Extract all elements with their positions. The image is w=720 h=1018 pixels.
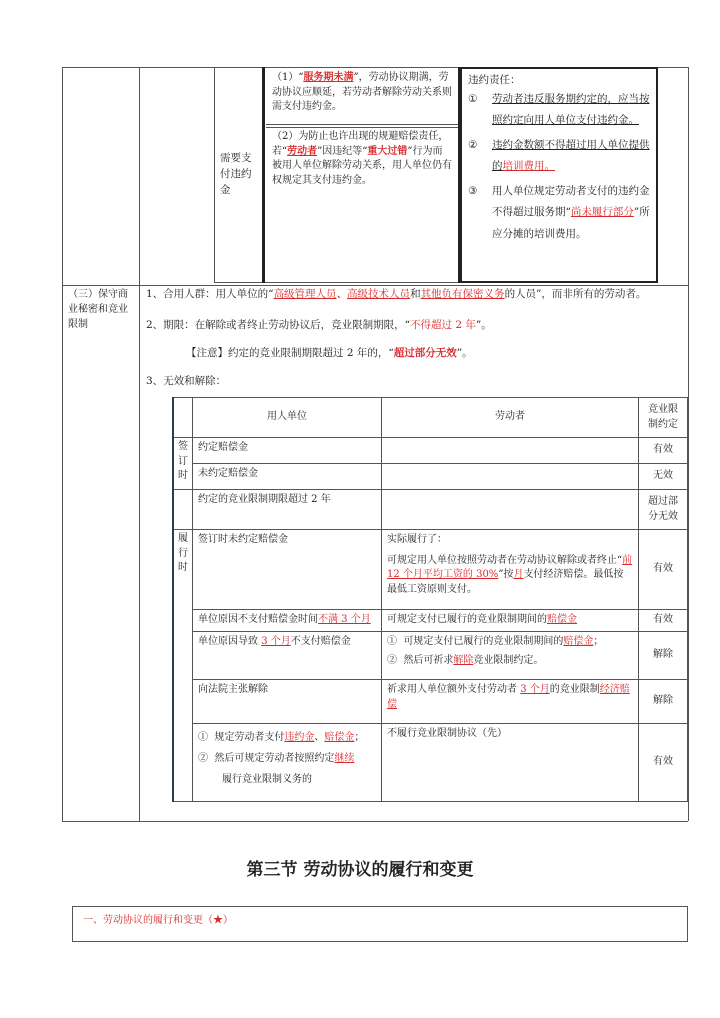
table-row <box>173 438 688 464</box>
liability-item: ③ 用人单位规定劳动者支付的违约金不得超过服务期“尚未履行部分”所应分摊的培训费用。 <box>468 184 650 240</box>
row-result: 解除 <box>639 680 688 724</box>
subsection-box: 一、劳动协议的履行和变更（★） <box>72 906 688 942</box>
outer-table-row-divider <box>62 285 688 286</box>
row-result: 超过部分无效 <box>639 490 688 530</box>
row-unit: 单位原因导致 3 个月不支付赔偿金 <box>193 632 382 680</box>
outer-table-right-border <box>688 67 689 821</box>
row-unit: 约定的竞业限制期限超过 2 年 <box>193 490 382 530</box>
penalty-label-text: 需要支付违约金 <box>220 152 252 196</box>
row-worker <box>382 464 639 490</box>
group-sign: 签订时 <box>173 438 193 490</box>
liability-column <box>460 67 658 283</box>
row-unit: 向法院主张解除 <box>193 680 382 724</box>
table-row <box>173 610 688 632</box>
table-row <box>173 724 688 802</box>
row-worker: 实际履行了： 可规定用人单位按照劳动者在劳动协议解除或者终止“前 12 个月平均工资的 30%”按月支付经济赔偿。最低按最低工资原则支付。 <box>382 530 639 610</box>
row-worker: ① 可规定支付已履行的竞业限制期间的赔偿金； ② 然后可祈求解除竞业限制约定。 <box>382 632 639 680</box>
row-unit: 约定赔偿金 <box>193 438 382 464</box>
table-row <box>173 632 688 680</box>
note-overrun: 【注意】约定的竞业限制期限超过 2 年的，“超过部分无效”。 <box>186 347 473 359</box>
section-label-noncompete: （三）保守商业秘密和竞业限制 <box>68 289 128 330</box>
row-worker <box>382 490 639 530</box>
group-performance: 履行时 <box>173 530 193 802</box>
outer-table-column-divider <box>139 67 140 821</box>
table-header-row <box>173 398 688 438</box>
header-unit: 用人单位 <box>193 398 382 438</box>
row-worker <box>382 438 639 464</box>
outer-table-bottom-border <box>62 821 688 822</box>
row-worker: 祈求用人单位额外支付劳动者 3 个月的竞业限制经济赔偿 <box>382 680 639 724</box>
row-unit: 签订时未约定赔偿金 <box>193 530 382 610</box>
row-unit: 未约定赔偿金 <box>193 464 382 490</box>
section-title: 第三节 劳动协议的履行和变更 <box>246 860 474 880</box>
row-result: 有效 <box>639 530 688 610</box>
row-worker: 不履行竞业限制协议（先） <box>382 724 639 802</box>
noncompete-table <box>172 397 688 802</box>
penalty-table-label <box>214 67 264 283</box>
table-row <box>173 530 688 610</box>
header-worker: 劳动者 <box>382 398 639 438</box>
table-row <box>173 680 688 724</box>
liability-title: 违约责任： <box>468 74 521 86</box>
row-result: 有效 <box>639 610 688 632</box>
row-result: 无效 <box>639 464 688 490</box>
paragraph-applicable-people: 1、合用人群：用人单位的“高级管理人员、高级技术人员和其他负有保密义务的人员”，而非所有的劳动者。 <box>146 288 647 300</box>
row-worker: 可规定支付已履行的竞业限制期间的赔偿金 <box>382 610 639 632</box>
table-row <box>173 464 688 490</box>
outer-table-left-border <box>62 67 63 821</box>
penalty-condition-1: （1）“服务期未满”，劳动协议期满，劳动协议应顺延，若劳动者解除劳动关系则需支付违约金。 <box>266 69 458 125</box>
table-row <box>173 490 688 530</box>
row-result: 有效 <box>639 724 688 802</box>
row-result: 解除 <box>639 632 688 680</box>
paragraph-invalid-and-termination: 3、无效和解除： <box>146 375 227 387</box>
penalty-condition-2: （2）为防止也许出现的规避赔偿责任，若“劳动者”因违纪等“重大过错”行为而被用人单位解除劳动关系，用人单位仍有权规定其支付违约金。 <box>266 127 458 281</box>
liability-item: ① 劳动者违反服务期约定的，应当按照约定向用人单位支付违约金。 <box>468 92 650 127</box>
row-unit: 单位原因不支付赔偿金时间不满 3 个月 <box>193 610 382 632</box>
liability-item: ② 违约金数额不得超过用人单位提供的培训费用。 <box>468 138 650 173</box>
header-result: 竞业限制约定 <box>639 398 688 438</box>
row-result: 有效 <box>639 438 688 464</box>
paragraph-term: 2、期限：在解除或者终止劳动协议后，竞业限制期限，“不得超过 2 年”。 <box>146 319 492 331</box>
row-unit: ① 规定劳动者支付违约金、赔偿金； ② 然后可规定劳动者按照约定继续 履行竞业限制义务的 <box>193 724 382 802</box>
